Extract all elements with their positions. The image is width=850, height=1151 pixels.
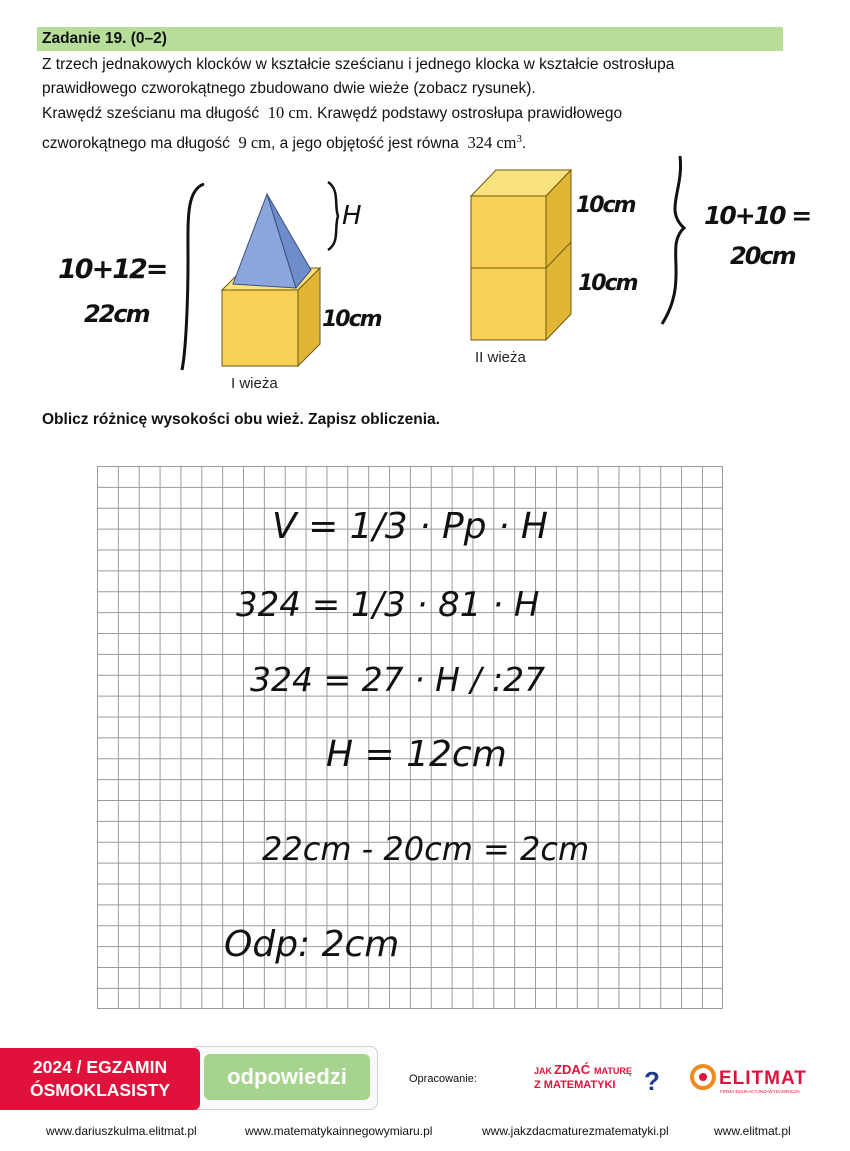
hw-cube-bottom: 10cm [578,271,637,296]
tower1-label: I wieża [231,375,278,392]
towers-figure [0,150,850,400]
solution-line-1: V = 1/3 · Pp · H [272,506,548,547]
instruction: Oblicz różnicę wysokości obu wież. Zapisz obliczenia. [42,411,440,428]
volume-exponent: 3 [516,133,523,145]
intro-line-1: Z trzech jednakowych klocków w kształcie sześcianu i jednego klocka w kształcie ostrosłupa [42,56,675,73]
pyramid-volume-value: 324 cm [467,133,517,153]
left-brace [182,184,204,370]
tower2-upper-cube [471,196,546,268]
solution-line-4: H = 12cm [326,734,507,775]
logo1-question-icon: ? [644,1066,660,1096]
hw-left-sum: 10+12= [58,254,167,285]
elitmat-subtitle: FIRMA EDUKACYJNO-WYDAWNICZA [720,1089,800,1094]
elitmat-name: ELITMAT [719,1068,807,1089]
badge-line-2: ÓSMOKLASISTY [29,1080,170,1100]
hw-cube1: 10cm [322,307,381,332]
logo1-jak: JAK [534,1066,553,1076]
task-title: Zadanie 19. (0–2) [42,30,167,47]
logo1-mature: MATURĘ [594,1066,632,1076]
footer-link-3[interactable]: www.jakzdacmaturezmatematyki.pl [482,1124,669,1138]
jak-zdac-mature-logo [530,1060,665,1096]
solution-line-2: 324 = 1/3 · 81 · H [236,585,540,625]
hw-right-total: 20cm [730,242,795,270]
intro-text: Krawędź sześcianu ma długość [42,105,260,122]
h-brace [328,182,338,250]
solution-line-5: 22cm - 20cm = 2cm [262,830,590,868]
task-header [37,27,783,51]
cube-edge-value: 10 cm [267,103,309,122]
intro-line-2: prawidłowego czworokątnego zbudowano dwie wieże (zobacz rysunek). [42,80,536,97]
solution-line-6: Odp: 2cm [224,924,400,965]
handwritten-solution [0,466,850,1011]
intro-text: , a jego objętość jest równa [271,135,459,153]
tower2-lower-cube [471,268,546,340]
intro-text: . Krawędź podstawy ostrosłupa prawidłowego [308,105,623,122]
pyramid-base-value: 9 cm [238,133,271,153]
right-brace [662,156,684,324]
intro-line-3 [42,101,622,126]
intro-text: czworokątnego ma długość [42,135,230,153]
tower1-cube-front [222,290,298,366]
badge-line-1: 2024 / EGZAMIN [32,1057,168,1077]
solution-line-3: 324 = 27 · H / :27 [250,660,546,699]
hw-left-total: 22cm [84,300,149,328]
logo1-z-matematyki: Z MATEMATYKI [534,1079,616,1091]
footer-link-1[interactable]: www.dariuszkulma.elitmat.pl [46,1124,197,1138]
elitmat-logo [688,1060,823,1096]
footer-link-4[interactable]: www.elitmat.pl [714,1124,791,1138]
hw-cube-top: 10cm [576,193,635,218]
hw-h: H [342,201,362,231]
prepared-by-label: Opracowanie: [409,1073,477,1085]
answers-label: odpowiedzi [204,1054,370,1100]
intro-text: . [522,135,527,153]
tower2-label: II wieża [475,349,526,366]
elitmat-swirl-icon-inner [699,1073,707,1081]
logo1-zdac: ZDAĆ [554,1062,591,1077]
hw-right-sum: 10+10 = [704,201,811,230]
exam-badge [0,1048,200,1110]
footer-link-2[interactable]: www.matematykainnegowymiaru.pl [245,1124,433,1138]
